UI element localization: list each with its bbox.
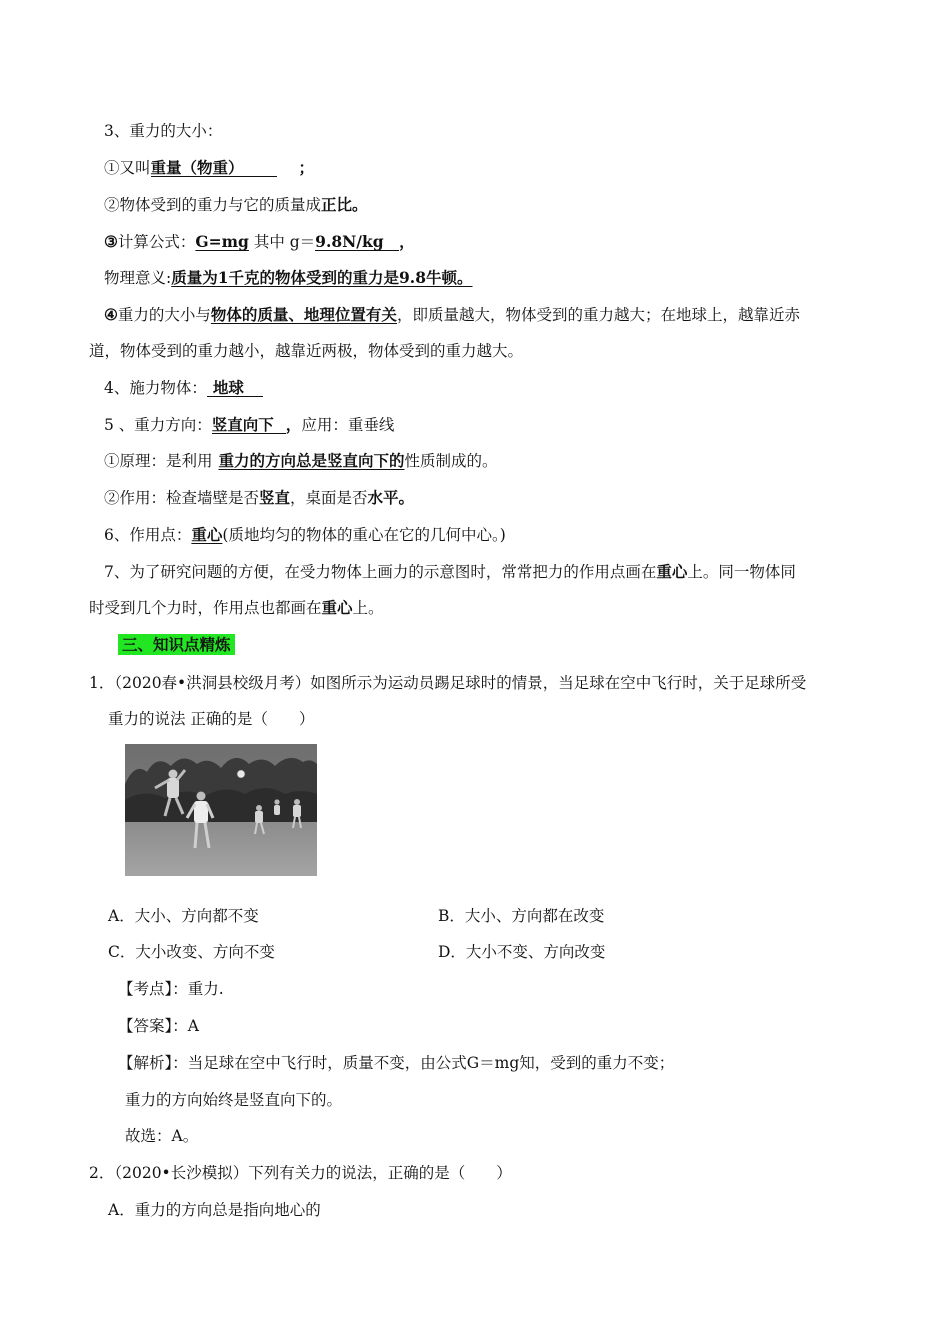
s5-function-mid: ，桌面是否 bbox=[290, 489, 368, 507]
s3-item4-line2: 道，物体受到的重力越小，越靠近两极，物体受到的重力越大。 bbox=[89, 342, 524, 360]
s5-mid: ， bbox=[285, 415, 302, 434]
s4-answer bbox=[207, 377, 263, 397]
s5-answer bbox=[212, 414, 286, 434]
soccer-photo bbox=[125, 744, 317, 876]
s7-line2-key: 重心 bbox=[321, 598, 353, 617]
s3-item4-rest: ，即质量越大，物体受到的重力越大；在地球上，越靠近赤 bbox=[396, 306, 800, 324]
s3-item1-answer bbox=[151, 157, 277, 177]
q1-analysis: 【解析】：当足球在空中飞行时，质量不变，由公式G＝mg知，受到的重力不变； bbox=[118, 1054, 675, 1072]
s3-item4-number: ④ bbox=[104, 305, 118, 324]
q1-kaodian: 【考点】：重力. bbox=[118, 980, 224, 998]
s3-item3-blank bbox=[315, 231, 399, 251]
s5-function bbox=[104, 487, 414, 509]
s3-physical-key: 质量为1千克的物体受到的重力是9.8牛顿。 bbox=[171, 268, 473, 287]
s4-prefix: 4、施力物体： bbox=[104, 379, 207, 397]
s7-line2 bbox=[89, 597, 384, 619]
s3-item2 bbox=[104, 194, 368, 216]
q1-option-c: C．大小改变、方向不变 bbox=[108, 943, 275, 961]
s5-principle-key: 重力的方向总是竖直向下的 bbox=[218, 451, 405, 470]
soccer-photo-image bbox=[125, 744, 317, 876]
s3-item3-number: ③ bbox=[104, 232, 118, 251]
s5-application: 应用：重垂线 bbox=[301, 416, 395, 434]
q1-stem-line2: 重力的说法 正确的是（ ） bbox=[108, 710, 315, 728]
q1-option-d: D．大小不变、方向改变 bbox=[438, 943, 606, 961]
s4-key: 地球 bbox=[212, 378, 244, 397]
s3-item1 bbox=[104, 157, 314, 179]
q1-option-a: A．大小、方向都不变 bbox=[108, 907, 259, 925]
q1-stem-line1: 1．（2020春•洪洞县校级月考）如图所示为运动员踢足球时的情景，当足球在空中飞行时，关于足球所受 bbox=[89, 674, 807, 692]
s5-principle-prefix: ①原理：是利用 bbox=[104, 452, 213, 470]
s6-key: 重心 bbox=[191, 525, 223, 544]
s6-prefix: 6、作用点： bbox=[104, 526, 192, 544]
s3-item2-prefix: ②物体受到的重力与它的质量成 bbox=[104, 196, 322, 214]
s7-line2-end: 上。 bbox=[352, 599, 384, 617]
s4-line bbox=[104, 377, 263, 399]
s5-function-prefix: ②作用：检查墙壁是否 bbox=[104, 489, 260, 507]
s3-item3 bbox=[104, 231, 415, 253]
s3-item3-end: ， bbox=[399, 232, 415, 251]
s5-line bbox=[104, 414, 394, 436]
s7-line1 bbox=[104, 561, 796, 583]
s5-principle-end: 性质制成的。 bbox=[404, 452, 498, 470]
q2-stem: 2．（2020•长沙模拟）下列有关力的说法，正确的是（ ） bbox=[89, 1164, 512, 1182]
s5-prefix: 5 、重力方向： bbox=[104, 416, 212, 434]
section-heading-text: 三、知识点精炼 bbox=[118, 634, 235, 655]
s3-item3-value: 9.8N/kg bbox=[315, 232, 384, 251]
section-heading bbox=[118, 634, 235, 656]
s3-item4-prefix: 重力的大小与 bbox=[117, 306, 211, 324]
s5-principle bbox=[104, 450, 498, 472]
s3-item4-key: 物体的质量、地理位置有关 bbox=[210, 305, 397, 324]
s3-physical-prefix: 物理意义: bbox=[104, 269, 172, 287]
s6-line bbox=[104, 524, 506, 546]
s7-line1-prefix: 7、为了研究问题的方便，在受力物体上画力的示意图时，常常把力的作用点画在 bbox=[104, 563, 657, 581]
s3-item1-prefix: ①又叫 bbox=[104, 159, 151, 177]
s3-item2-key: 正比。 bbox=[321, 195, 368, 214]
s5-function-key2: 水平。 bbox=[367, 488, 415, 507]
s5-function-key1: 竖直 bbox=[259, 488, 291, 507]
s7-line1-key: 重心 bbox=[656, 562, 688, 581]
q2-option-a: A．重力的方向总是指向地心的 bbox=[108, 1201, 321, 1219]
q1-answer: 【答案】：A bbox=[118, 1017, 199, 1035]
s3-item4-line1 bbox=[104, 304, 800, 326]
q1-choice: 故选：A。 bbox=[125, 1127, 199, 1145]
s7-line1-end: 上。同一物体同 bbox=[687, 563, 796, 581]
s3-title: 3、重力的大小： bbox=[104, 122, 223, 140]
s3-item3-mid: 其中 g＝ bbox=[248, 233, 316, 251]
q1-analysis-line2: 重力的方向始终是竖直向下的。 bbox=[125, 1091, 343, 1109]
s7-line2-prefix: 时受到几个力时，作用点也都画在 bbox=[89, 599, 322, 617]
s3-item3-label: 计算公式： bbox=[117, 233, 196, 251]
q1-option-b: B．大小、方向都在改变 bbox=[438, 907, 605, 925]
s3-item1-end: ； bbox=[298, 158, 315, 177]
s3-item3-formula: G=mg bbox=[195, 232, 249, 251]
s5-key: 竖直向下 bbox=[211, 415, 274, 434]
s3-physical-meaning bbox=[104, 267, 473, 289]
s3-item1-key: 重量（物重） bbox=[150, 158, 244, 177]
s6-rest: (质地均匀的物体的重心在它的几何中心。) bbox=[222, 526, 506, 544]
